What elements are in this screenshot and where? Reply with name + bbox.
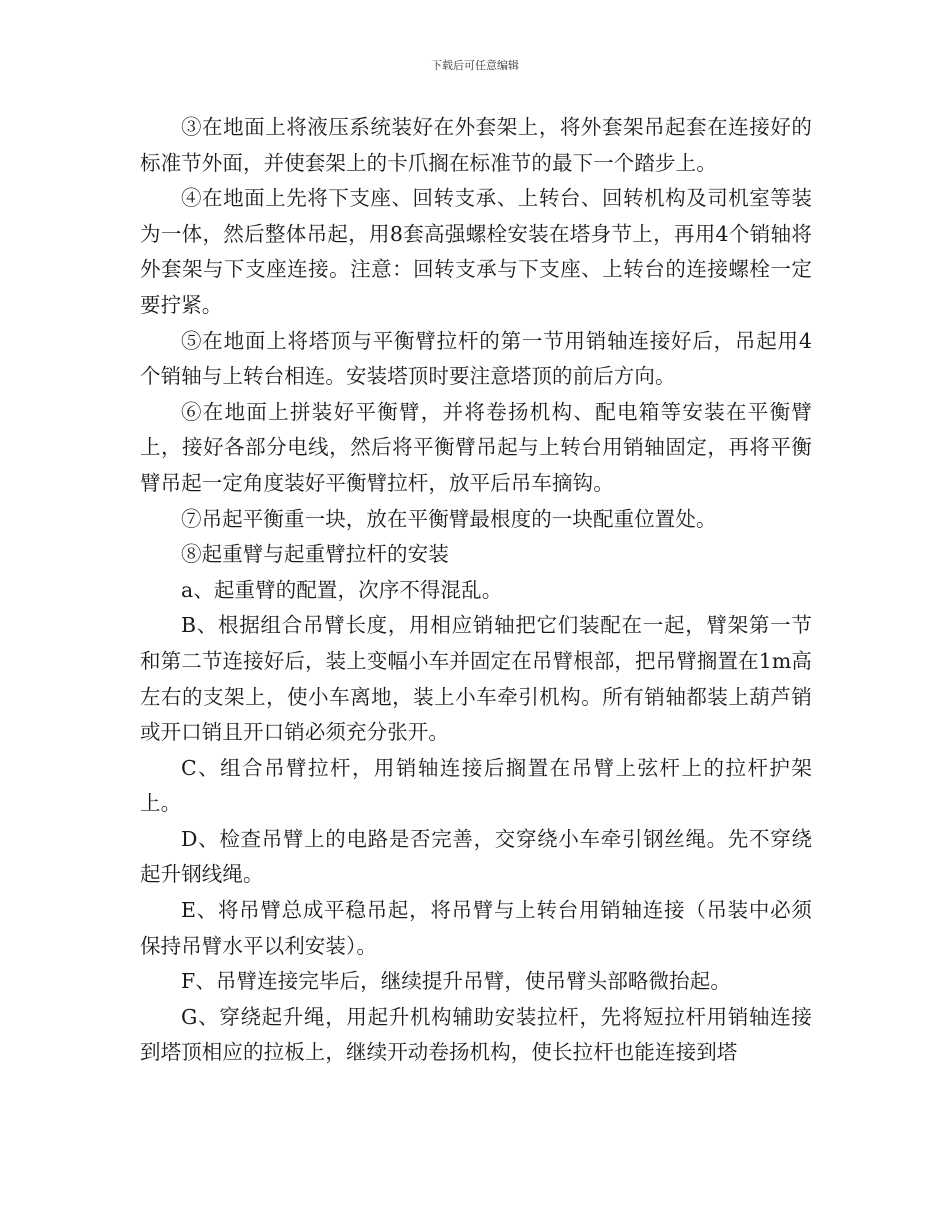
paragraph-substep-c: C、组合吊臂拉杆，用销轴连接后搁置在吊臂上弦杆上的拉杆护架上。 bbox=[140, 755, 812, 816]
paragraph-substep-e: E、将吊臂总成平稳吊起，将吊臂与上转台用销轴连接（吊装中必须保持吊臂水平以利安装）。 bbox=[140, 898, 812, 958]
paragraph-step-3: ③在地面上将液压系统装好在外套架上，将外套架吊起套在连接好的标准节外面，并使套架上的卡爪搁在标准节的最下一个踏步上。 bbox=[140, 115, 812, 175]
paragraph-substep-b: B、根据组合吊臂长度，用相应销轴把它们装配在一起，臂架第一节和第二节连接好后，装上变幅小车并固定在吊臂根部，把吊臂搁置在1m高左右的支架上，使小车离地，装上小车牵引机构。所有销轴都装上葫芦销或开口销且开口销必须充分张开。 bbox=[140, 613, 812, 745]
page-header: 下载后可任意编辑 bbox=[431, 59, 519, 72]
paragraph-step-8-heading: ⑧起重臂与起重臂拉杆的安装 bbox=[181, 542, 449, 567]
paragraph-step-7: ⑦吊起平衡重一块，放在平衡臂最根度的一块配重位置处。 bbox=[181, 506, 717, 531]
paragraph-substep-d: D、检查吊臂上的电路是否完善，交穿绕小车牵引钢丝绳。先不穿绕起升钢线绳。 bbox=[140, 826, 812, 887]
paragraph-substep-g: G、穿绕起升绳，用起升机构辅助安装拉杆，先将短拉杆用销轴连接到塔顶相应的拉板上，继续开动卷扬机构，使长拉杆也能连接到塔 bbox=[140, 1004, 812, 1065]
paragraph-step-6: ⑥在地面上拼装好平衡臂，并将卷扬机构、配电箱等安装在平衡臂上，接好各部分电线，然后将平衡臂吊起与上转台用销轴固定，再将平衡臂吊起一定角度装好平衡臂拉杆，放平后吊车摘钩。 bbox=[140, 399, 812, 495]
paragraph-substep-f: F、吊臂连接完毕后，继续提升吊臂，使吊臂头部略微抬起。 bbox=[181, 969, 731, 994]
document-body bbox=[140, 110, 812, 1071]
paragraph-substep-a: a、起重臂的配置，次序不得混乱。 bbox=[181, 577, 503, 602]
paragraph-step-4: ④在地面上先将下支座、回转支承、上转台、回转机构及司机室等装为一体，然后整体吊起，用8套高强螺栓安装在塔身节上，再用4个销轴将外套架与下支座连接。注意：回转支承与下支座、上转台的连接螺栓一定要拧紧。 bbox=[140, 186, 812, 317]
paragraph-step-5: ⑤在地面上将塔顶与平衡臂拉杆的第一节用销轴连接好后，吊起用4个销轴与上转台相连。安装塔顶时要注意塔顶的前后方向。 bbox=[140, 328, 812, 389]
